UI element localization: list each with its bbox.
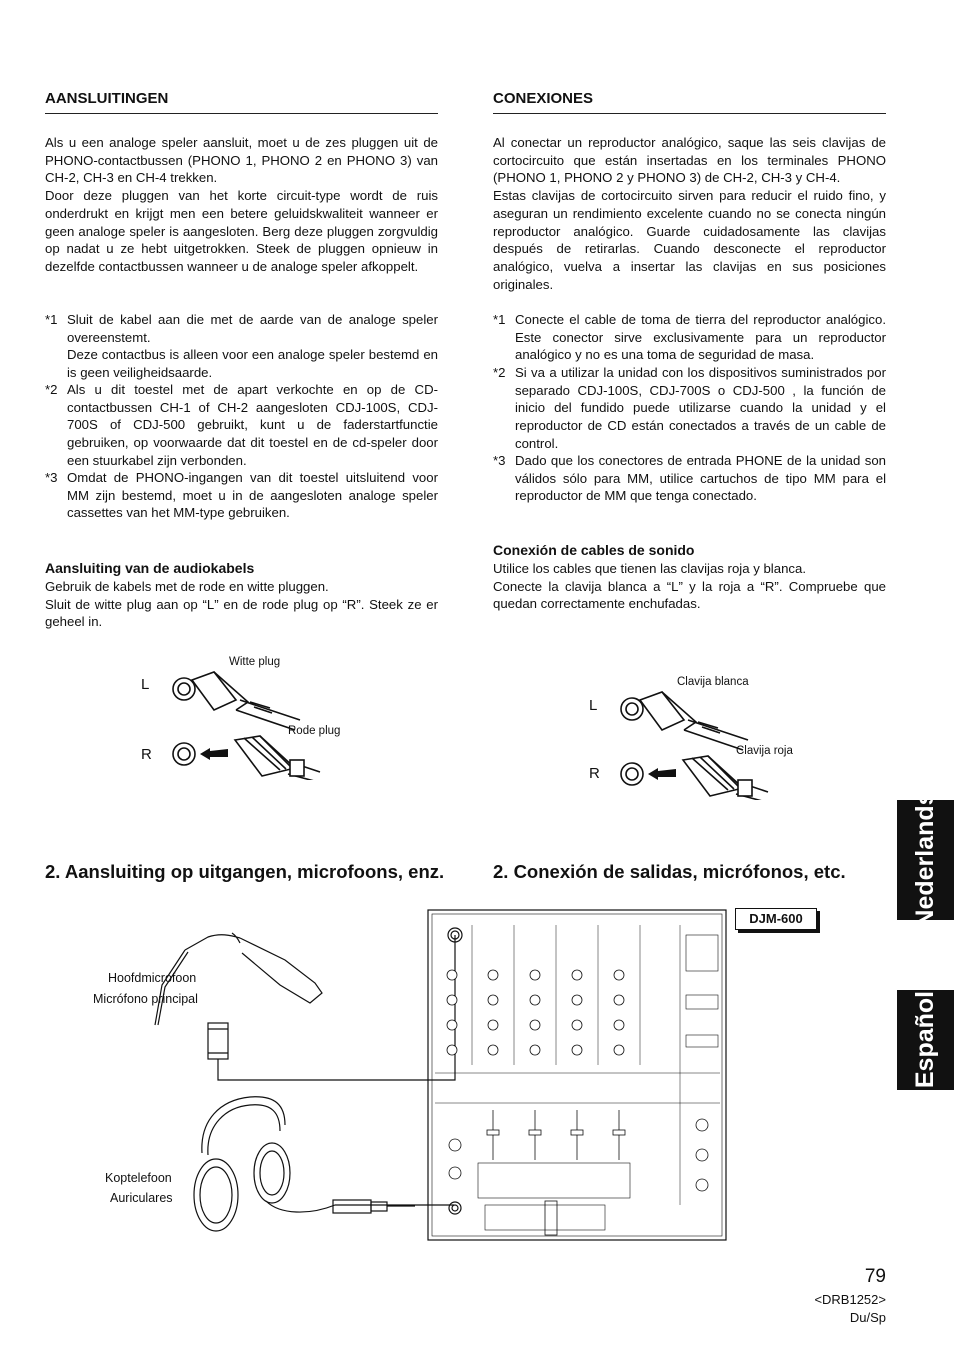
left-heading: AANSLUITINGEN bbox=[45, 90, 169, 107]
mixer-diagram bbox=[90, 905, 730, 1245]
right-note-3 bbox=[493, 452, 886, 508]
left-plug-R: R bbox=[141, 746, 152, 763]
left-white-plug-label: Witte plug bbox=[229, 656, 281, 668]
mixer-connection-figure bbox=[90, 905, 730, 1245]
note-text-2: Deze contactbus is alleen voor een analoge speler bestemd en is geen veiligheidsaarde. bbox=[67, 347, 438, 381]
phones-label-nl: Koptelefoon bbox=[105, 1171, 172, 1185]
left-note-1 bbox=[45, 311, 438, 383]
tab-nederlands bbox=[897, 791, 954, 928]
left-plug-L: L bbox=[141, 676, 150, 693]
right-note-1 bbox=[493, 311, 886, 367]
right-intro-p1: Al conectar un reproductor analógico, saque las seis clavijas de cortocircuito que están insertadas en los terminales PHONO (PHONO 1, PHONO 2 y PHONO 3) de CH-2, CH-3 y CH-4. bbox=[493, 135, 886, 186]
page-number: 79 bbox=[864, 1266, 886, 1287]
right-subtext-p1: Utilice los cables que tienen las clavijas roja y blanca. bbox=[493, 561, 806, 576]
left-subheading: Aansluiting van de audiokabels bbox=[45, 560, 255, 576]
note-mark: *3 bbox=[493, 453, 506, 468]
right-red-plug-label: Clavija roja bbox=[736, 745, 793, 757]
left-intro-p1: Als u een analoge speler aansluit, moet u de zes pluggen uit de PHONO-contactbussen (PHONO 1, PHONO 2 en PHONO 3) van CH-2, CH-3 en CH-4 trekken. bbox=[45, 135, 438, 186]
left-intro-p2: Door deze pluggen van het korte circuit-type wordt de ruis onderdrukt en krijgt men een betere geluidskwaliteit wanneer er geen analoge speler is aangesloten. Berg deze pluggen zorgvuldig op nadat u ze hebt uitgetrokken. Steek de pluggen opnieuw in dezelfde contactbussen wanneer u de analoge speler afkoppelt. bbox=[45, 188, 438, 274]
note-text: Omdat de PHONO-ingangen van dit toestel uitsluitend voor MM zijn bestemd, moet u in de aangesloten analoge speler cassettes van het MM-type gebruiken. bbox=[67, 470, 438, 521]
right-intro bbox=[493, 134, 886, 293]
right-plug-R: R bbox=[589, 765, 600, 782]
mic-label-nl: Hoofdmicrofoon bbox=[108, 971, 197, 985]
left-subtext-p2: Sluit de witte plug aan op “L” en de rode plug op “R”. Steek ze er geheel in. bbox=[45, 596, 438, 630]
right-section2-heading: 2. Conexión de salidas, micrófonos, etc. bbox=[493, 861, 846, 882]
tab-nederlands-label: Nederlands bbox=[911, 791, 939, 928]
note-text: Sluit de kabel aan die met de aarde van de analoge speler overeenstemt. bbox=[67, 312, 438, 345]
note-mark: *1 bbox=[493, 312, 506, 327]
note-mark: *2 bbox=[45, 382, 58, 397]
note-mark: *2 bbox=[493, 365, 506, 380]
model-label: DJM-600 bbox=[735, 908, 817, 930]
note-text: Si va a utilizar la unidad con los dispositivos suministrados por separado CDJ-100S, CDJ-700S o CDJ-500 , la función de inicio del fundido puede utilizarse cuando la unidad y el reproductor de CD están conectados a través de un cable de control. bbox=[515, 365, 886, 451]
note-text: Dado que los conectores de entrada PHONE de la unidad son válidos sólo para MM, utilice cartuchos de tipo MM para el reproductor de MM que tenga conectado. bbox=[515, 453, 886, 504]
right-white-plug-label: Clavija blanca bbox=[677, 676, 749, 688]
tab-espanol bbox=[897, 990, 954, 1090]
left-plug-illustration bbox=[140, 650, 340, 780]
left-subtext bbox=[45, 578, 438, 631]
right-plug-illustration bbox=[588, 670, 788, 800]
left-note-3 bbox=[45, 469, 438, 525]
phones-label-es: Auriculares bbox=[110, 1191, 173, 1205]
right-subheading: Conexión de cables de sonido bbox=[493, 542, 695, 558]
left-red-plug-label: Rode plug bbox=[288, 725, 341, 737]
left-note-2 bbox=[45, 381, 438, 471]
right-heading-rule bbox=[493, 113, 886, 114]
rca-plugs-icon bbox=[588, 670, 788, 800]
note-text: Conecte el cable de toma de tierra del reproductor analógico. Este conector sirve exclusivamente para un reproductor analógico y no es una toma de seguridad de masa. bbox=[515, 312, 886, 363]
rca-plugs-icon bbox=[140, 650, 340, 780]
left-section2-heading: 2. Aansluiting op uitgangen, microfoons, enz. bbox=[45, 861, 445, 882]
right-subtext-p2: Conecte la clavija blanca a “L” y la roja a “R”. Compruebe que quedan correctamente enchufadas. bbox=[493, 578, 886, 612]
right-plug-L: L bbox=[589, 697, 598, 714]
mic-label-es: Micrófono principal bbox=[93, 992, 198, 1006]
note-mark: *3 bbox=[45, 470, 58, 485]
doc-code: <DRB1252> bbox=[814, 1292, 886, 1307]
right-intro-p2: Estas clavijas de cortocircuito sirven para reducir el ruido fino, y aseguran un rendimiento excelente cuando no se conecta ningún reproductor analógico. Guarde cuidadosamente las clavijas después de retirarlas. Cuando desconecte el reproductor analógico, vuelva a insertar las clavijas en sus posiciones originales. bbox=[493, 188, 886, 292]
right-subtext bbox=[493, 560, 886, 613]
lang-code: Du/Sp bbox=[849, 1310, 886, 1325]
note-text: Als u dit toestel met de apart verkochte en op de CD-contactbussen CH-1 of CH-2 aangesloten CDJ-100S, CDJ-700S of CDJ-500 gebruikt, kunt u de faderstartfunctie gebruiken, op voorwaarde dat dit toestel en de cd-speler door een stuurkabel zijn verbonden. bbox=[67, 382, 438, 468]
left-intro bbox=[45, 134, 438, 276]
left-subtext-p1: Gebruik de kabels met de rode en witte pluggen. bbox=[45, 579, 329, 594]
tab-espanol-label: Español bbox=[911, 990, 939, 1089]
right-heading: CONEXIONES bbox=[493, 90, 594, 107]
left-heading-rule bbox=[45, 113, 438, 114]
right-note-2 bbox=[493, 364, 886, 454]
note-mark: *1 bbox=[45, 312, 58, 327]
